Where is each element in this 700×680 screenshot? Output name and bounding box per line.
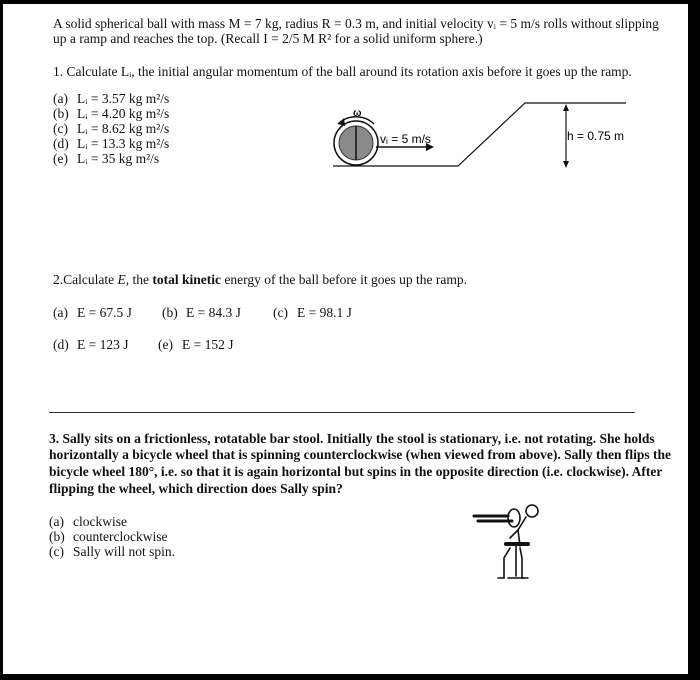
option-label: (d) <box>53 337 69 352</box>
option-label: (a) <box>49 514 64 529</box>
question-3-line-1: 3. Sally sits on a frictionless, rotatable bar stool. Initially the stool is stationary, i.e. not rotating. She holds <box>49 431 655 446</box>
option-label: (b) <box>162 305 178 320</box>
option-text: E = 67.5 J <box>77 305 132 320</box>
option-label: (d) <box>53 136 69 151</box>
q2-option-d <box>53 337 129 352</box>
q2-option-c <box>273 305 352 320</box>
question-3-line-3: bicycle wheel 180°, i.e. so that it is again horizontal but spins in the opposite direction (i.e. clockwise). After <box>49 464 663 479</box>
option-text: Sally will not spin. <box>73 544 176 559</box>
q2-suffix: energy of the ball before it goes up the ramp. <box>220 272 468 287</box>
problem-intro-line-1: A solid spherical ball with mass M = 7 kg, radius R = 0.3 m, and initial velocity vᵢ = 5 m/s rolls without slipping <box>53 16 659 31</box>
q2-option-b <box>162 305 241 320</box>
q2-option-e <box>158 337 234 352</box>
option-text: clockwise <box>73 514 127 529</box>
option-label: (e) <box>158 337 173 352</box>
option-text: E = 98.1 J <box>297 305 352 320</box>
question-2-text <box>53 272 467 288</box>
option-text: Lᵢ = 8.62 kg m²/s <box>77 121 170 136</box>
q2-bold-phrase: total kinetic <box>152 272 221 287</box>
option-text: Lᵢ = 35 kg m²/s <box>77 151 160 166</box>
option-text: Lᵢ = 4.20 kg m²/s <box>77 106 170 121</box>
option-label: (c) <box>273 305 288 320</box>
q2-prefix: 2.Calculate <box>53 272 118 287</box>
height-arrow-down-icon <box>563 161 569 168</box>
option-label: (c) <box>53 121 68 136</box>
option-label: (a) <box>53 305 68 320</box>
q2-mid: , the <box>125 272 153 287</box>
q2-option-a <box>53 305 132 320</box>
option-text: Lᵢ = 3.57 kg m²/s <box>77 91 170 106</box>
option-text: E = 123 J <box>77 337 129 352</box>
option-text: E = 152 J <box>182 337 234 352</box>
q3-option-a <box>49 514 127 529</box>
sally-on-stool-figure <box>468 498 558 588</box>
q3-option-c <box>49 544 175 559</box>
q2-variable: E <box>117 272 126 287</box>
question-1-text: 1. Calculate Lᵢ, the initial angular momentum of the ball around its rotation axis before it goes up the ramp. <box>53 64 632 79</box>
option-label: (b) <box>49 529 65 544</box>
height-label: h = 0.75 m <box>567 129 625 143</box>
height-arrow-up-icon <box>563 104 569 111</box>
option-label: (c) <box>49 544 64 559</box>
problem-intro-line-2: up a ramp and reaches the top. (Recall I = 2/5 M R² for a solid uniform sphere.) <box>53 31 483 46</box>
rolling-ball <box>334 117 378 165</box>
omega-label: ω <box>353 108 362 119</box>
option-label: (e) <box>53 151 68 166</box>
option-text: E = 84.3 J <box>186 305 241 320</box>
question-3-line-4: flipping the wheel, which direction does Sally spin? <box>49 481 343 496</box>
option-text: Lᵢ = 13.3 kg m²/s <box>77 136 170 151</box>
option-label: (a) <box>53 91 68 106</box>
option-label: (b) <box>53 106 69 121</box>
velocity-label: vᵢ = 5 m/s <box>380 132 431 146</box>
option-text: counterclockwise <box>73 529 168 544</box>
q3-option-b <box>49 529 167 544</box>
question-3-line-2: horizontally a bicycle wheel that is spinning counterclockwise (when viewed from above). Sally then flips the <box>49 447 671 462</box>
section-divider <box>49 412 635 413</box>
